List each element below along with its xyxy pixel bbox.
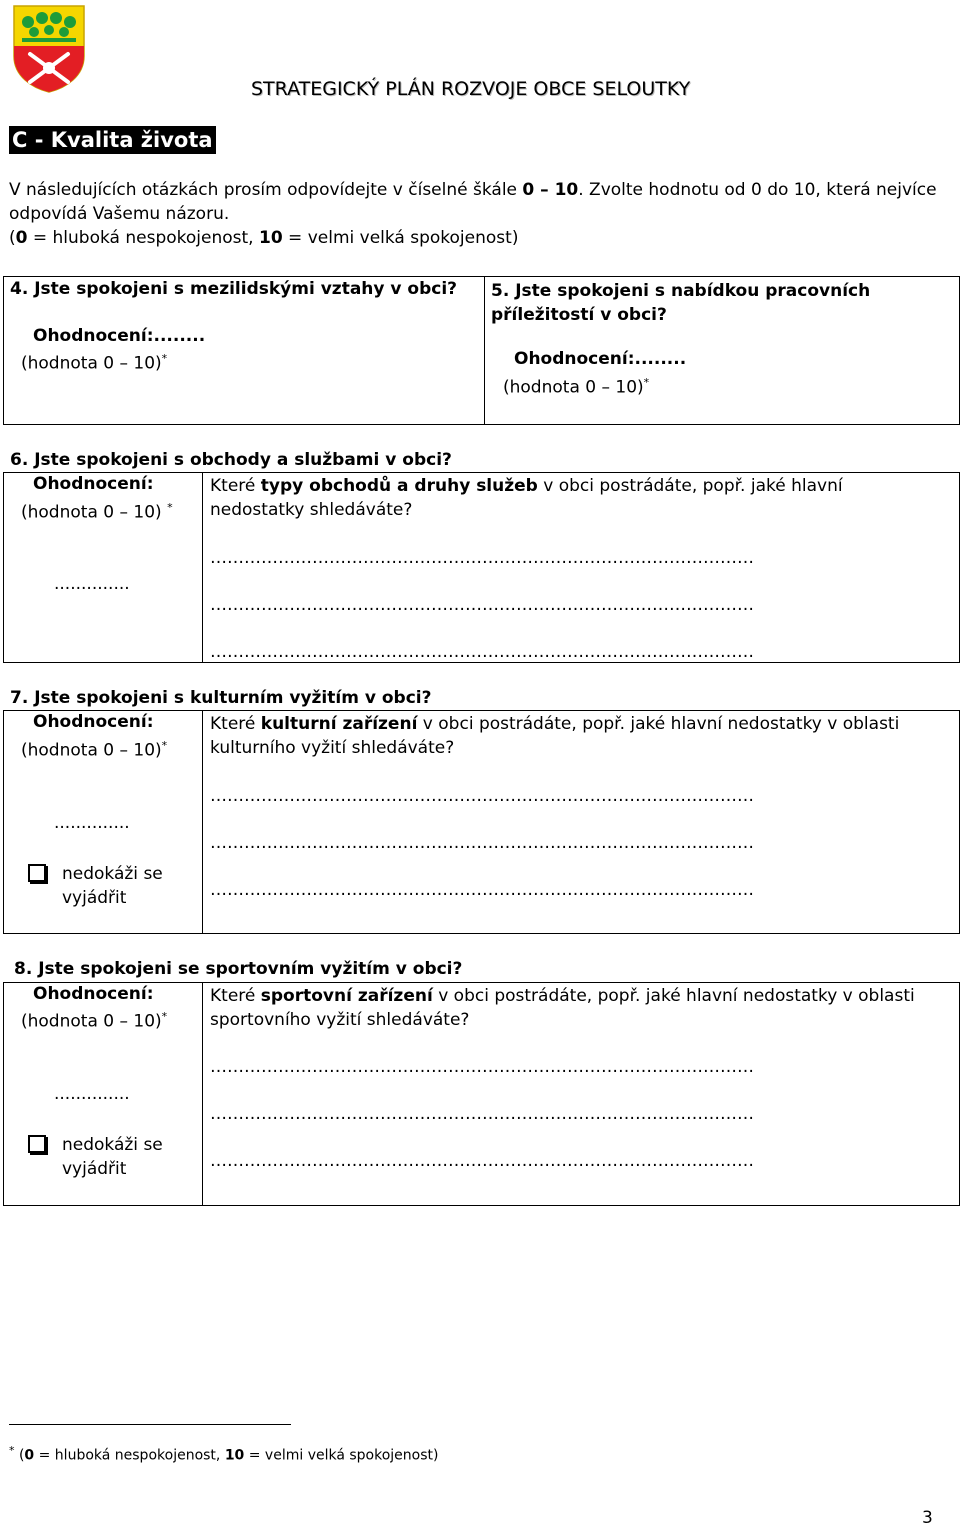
q6-answer-line-2[interactable]: …………………………………………………………………………………… (210, 595, 754, 615)
document-header-title: STRATEGICKÝ PLÁN ROZVOJE OBCE SELOUTKY (251, 78, 691, 100)
q6-prompt: Které typy obchodů a druhy služeb v obci postrádáte, popř. jaké hlavní nedostatky shledáváte? (210, 476, 843, 520)
q6-rating-input[interactable]: .............. (54, 574, 130, 594)
q8-rating-label: Ohodnocení: (33, 984, 154, 1004)
section-title: C - Kvalita života (9, 126, 216, 154)
footnote-separator (9, 1424, 291, 1425)
q6-title: 6. Jste spokojeni s obchody a službami v obci? (10, 450, 452, 470)
checkbox-icon[interactable] (28, 864, 46, 882)
q6-answer-line-1[interactable]: …………………………………………………………………………………… (210, 548, 754, 568)
q7-answer-line-1[interactable]: …………………………………………………………………………………… (210, 786, 754, 806)
divider (202, 710, 203, 934)
q8-answer-line-2[interactable]: …………………………………………………………………………………… (210, 1104, 754, 1124)
page-number: 3 (922, 1508, 933, 1528)
q5-rating-label: Ohodnocení:........ (514, 349, 687, 369)
q8-prompt: Které sportovní zařízení v obci postrádáte, popř. jaké hlavní nedostatky v oblasti sportovního vyžití shledáváte? (210, 986, 915, 1030)
cant-say-label: nedokáži se (62, 864, 163, 884)
municipality-crest-logo (12, 4, 86, 94)
divider (202, 472, 203, 663)
divider (202, 982, 203, 1206)
q6-rating-label: Ohodnocení: (33, 474, 154, 494)
q5-title: 5. Jste spokojeni s nabídkou pracovních příležitostí v obci? (491, 281, 871, 325)
q4-rating-label: Ohodnocení:........ (33, 326, 206, 346)
q8-rating-input[interactable]: .............. (54, 1084, 130, 1104)
q7-title: 7. Jste spokojeni s kulturním vyžitím v obci? (10, 688, 432, 708)
q7-rating-input[interactable]: .............. (54, 813, 130, 833)
q4-hint: (hodnota 0 – 10)* (21, 352, 168, 374)
q8-title: 8. Jste spokojeni se sportovním vyžitím v obci? (14, 959, 463, 979)
cant-say-label: vyjádřit (62, 1159, 127, 1179)
footnote: * (0 = hluboká nespokojenost, 10 = velmi velká spokojenost) (9, 1444, 439, 1464)
q7-answer-line-3[interactable]: …………………………………………………………………………………… (210, 880, 754, 900)
q7-rating-label: Ohodnocení: (33, 712, 154, 732)
divider (484, 276, 485, 425)
cant-say-label: vyjádřit (62, 888, 127, 908)
q7-answer-line-2[interactable]: …………………………………………………………………………………… (210, 833, 754, 853)
cant-say-label: nedokáži se (62, 1135, 163, 1155)
q4-title: 4. Jste spokojeni s mezilidskými vztahy v obci? (10, 279, 458, 299)
q7-hint: (hodnota 0 – 10)* (21, 739, 168, 761)
q8-hint: (hodnota 0 – 10)* (21, 1010, 168, 1032)
q7-prompt: Které kulturní zařízení v obci postrádáte, popř. jaké hlavní nedostatky v oblasti kulturního vyžití shledáváte? (210, 714, 900, 758)
q6-hint: (hodnota 0 – 10) * (21, 501, 173, 523)
checkbox-icon[interactable] (28, 1135, 46, 1153)
q5-hint: (hodnota 0 – 10)* (503, 376, 650, 398)
intro-paragraph: V následujících otázkách prosím odpovídejte v číselné škále 0 – 10. Zvolte hodnotu od 0 do 10, která nejvíce odpovídá Vašemu názoru. (0 = hluboká nespokojenost, 10 = velmi velká spokojenost) (9, 180, 937, 248)
q8-answer-line-1[interactable]: …………………………………………………………………………………… (210, 1057, 754, 1077)
q6-answer-line-3[interactable]: …………………………………………………………………………………… (210, 642, 754, 662)
q8-answer-line-3[interactable]: …………………………………………………………………………………… (210, 1151, 754, 1171)
